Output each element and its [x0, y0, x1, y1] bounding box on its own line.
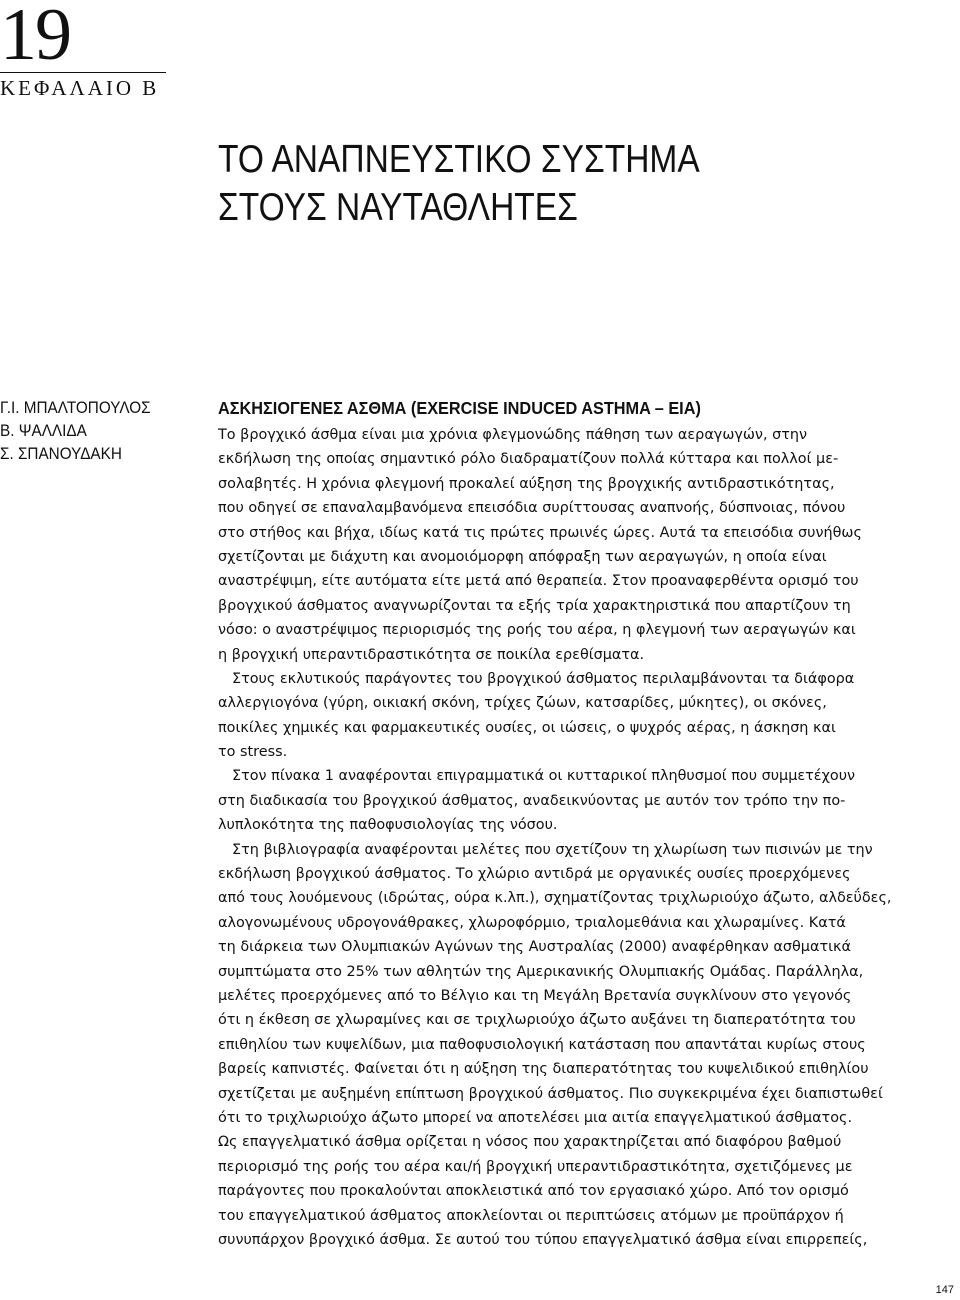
body-line: αλογονωμένους υδρογονάθρακες, χλωροφόρμιο, τριαλομεθάνια και χλωραμίνες. Κατά: [218, 914, 846, 931]
body-line: νόσο: ο αναστρέψιμος περιορισμός της ροής του αέρα, η φλεγμονή των αεραγωγών και: [218, 622, 856, 639]
body-line: στη διαδικασία του βρογχικού άσθματος, αναδεικνύοντας με αυτόν τον τρόπο την πο-: [218, 792, 846, 809]
body-line: που οδηγεί σε επαναλαμβανόμενα επεισόδια συρίττουσας αναπνοής, δύσπνοιας, πόνου: [218, 500, 846, 517]
author-name: Γ.Ι. ΜΠΑΛΤΟΠΟΥΛΟΣ: [0, 398, 151, 417]
title-line-1: ΤΟ ΑΝΑΠΝΕΥΣΤΙΚΟ ΣΥΣΤΗΜΑ: [218, 138, 700, 181]
title-line-2: ΣΤΟΥΣ ΝΑΥΤΑΘΛΗΤΕΣ: [218, 186, 578, 229]
body-line: η βρογχική υπεραντιδραστικότητα σε ποικίλα ερεθίσματα.: [218, 646, 645, 663]
page-title: [218, 136, 700, 232]
body-line: Στους εκλυτικούς παράγοντες του βρογχικού άσθματος περιλαμβάνονται τα διάφορα: [232, 670, 855, 687]
page-number: 147: [935, 1284, 954, 1296]
body-line: σχετίζονται με διάχυτη και ανομοιόμορφη απόφραξη των αεραγωγών, η οποία είναι: [218, 548, 827, 565]
body-line: ότι η έκθεση σε χλωραμίνες και σε τριχλωριούχο άζωτο αυξάνει τη διαπερατότητα του: [218, 1012, 856, 1029]
body-text: [218, 423, 958, 1277]
body-line: σολαβητές. Η χρόνια φλεγμονή προκαλεί αύξηση της βρογχικής αντιδραστικότητας,: [218, 475, 835, 492]
body-line: του επαγγελματικού άσθματος αποκλείονται οι περιπτώσεις ατόμων με προϋπάρχον ή: [218, 1207, 844, 1224]
body-line: Στη βιβλιογραφία αναφέρονται μελέτες που σχετίζουν τη χλωρίωση των πισινών με την: [232, 841, 873, 858]
body-line: ότι το τριχλωριούχο άζωτο μπορεί να αποτελέσει μια αιτία επαγγελματικού άσθματος.: [218, 1109, 853, 1126]
body-line: το stress.: [218, 744, 288, 761]
body-line: εκδήλωση βρογχικού άσθματος. Το χλώριο αντιδρά με οργανικές ουσίες προερχόμενες: [218, 866, 851, 883]
author-name: Σ. ΣΠΑΝΟΥΔΑΚΗ: [0, 444, 122, 463]
author-list: [0, 396, 151, 465]
body-line: Ως επαγγελματικό άσθμα ορίζεται η νόσος που χαρακτηρίζεται από διαφόρου βαθμού: [218, 1134, 842, 1151]
body-line: [218, 1252, 958, 1276]
body-line: στο στήθος και βήχα, ιδίως κατά τις πρώτες πρωινές ώρες. Αυτά τα επεισόδια συνήθως: [218, 524, 862, 541]
body-line: συνυπάρχον βρογχικό άσθμα. Σε αυτού του τύπου επαγγελματικό άσθμα είναι επιρρεπείς,: [218, 1231, 868, 1248]
body-line: περιορισμό της ροής του αέρα και/ή βρογχική υπεραντιδραστικότητα, σχετιζόμενες με: [218, 1158, 853, 1175]
body-line: αναστρέψιμη, είτε αυτόματα είτε μετά από θεραπεία. Στον προαναφερθέντα ορισμό του: [218, 573, 859, 590]
body-line: λυπλοκότητα της παθοφυσιολογίας της νόσου.: [218, 817, 558, 834]
body-line: βρογχικού άσθματος αναγνωρίζονται τα εξής τρία χαρακτηριστικά που απαρτίζουν τη: [218, 597, 851, 614]
body-line: βαρείς καπνιστές. Φαίνεται ότι η αύξηση της διαπερατότητας του κυψελιδικού επιθηλίου: [218, 1061, 869, 1078]
body-line: τη διάρκεια των Ολυμπιακών Αγώνων της Αυστραλίας (2000) αναφέρθηκαν ασθματικά: [218, 939, 851, 956]
section-heading: ΑΣΚΗΣΙΟΓΕΝΕΣ ΑΣΘΜΑ (EXERCISE INDUCED ASTHMA – EIA): [218, 398, 701, 418]
author-name: Β. ΨΑΛΛΙΔΑ: [0, 421, 87, 440]
body-line: συμπτώματα στο 25% των αθλητών της Αμερικανικής Ολυμπιακής Ομάδας. Παράλληλα,: [218, 963, 864, 980]
body-line: μελέτες προερχόμενες από το Βέλγιο και τη Μεγάλη Βρετανία συγκλίνουν στο γεγονός: [218, 987, 852, 1004]
body-line: επιθηλίου των κυψελίδων, μια παθοφυσιολογική κατάσταση που απαντάται κυρίως στους: [218, 1036, 866, 1053]
body-line: από τους λουόμενους (ιδρώτας, ούρα κ.λπ.), σχηματίζοντας τριχλωριούχο άζωτο, αλδεΰδες,: [218, 890, 892, 907]
body-line: Στον πίνακα 1 αναφέρονται επιγραμματικά οι κυτταρικοί πληθυσμοί που συμμετέχουν: [232, 768, 856, 785]
body-line: Το βρογχικό άσθμα είναι μια χρόνια φλεγμονώδης πάθηση των αεραγωγών, στην: [218, 427, 808, 443]
chapter-label: ΚΕΦΑΛΑΙΟ Β: [0, 72, 166, 101]
body-line: παράγοντες που προκαλούνται αποκλειστικά από τον εργασιακό χώρο. Από τον ορισμό: [218, 1183, 849, 1200]
body-line: εκδήλωση της οποίας σημαντικό ρόλο διαδραματίζουν πολλά κύτταρα και πολλοί με-: [218, 451, 839, 468]
body-line: ποικίλες χημικές και φαρμακευτικές ουσίες, οι ιώσεις, ο ψυχρός αέρας, η άσκηση και: [218, 719, 836, 736]
body-line: σχετίζεται με αυξημένη επίπτωση βρογχικού άσθματος. Πιο συγκεκριμένα έχει διαπιστωθεί: [218, 1085, 883, 1102]
chapter-number: 19: [0, 0, 70, 76]
body-line: αλλεργιογόνα (γύρη, οικιακή σκόνη, τρίχες ζώων, κατσαρίδες, μύκητες), οι σκόνες,: [218, 695, 827, 712]
